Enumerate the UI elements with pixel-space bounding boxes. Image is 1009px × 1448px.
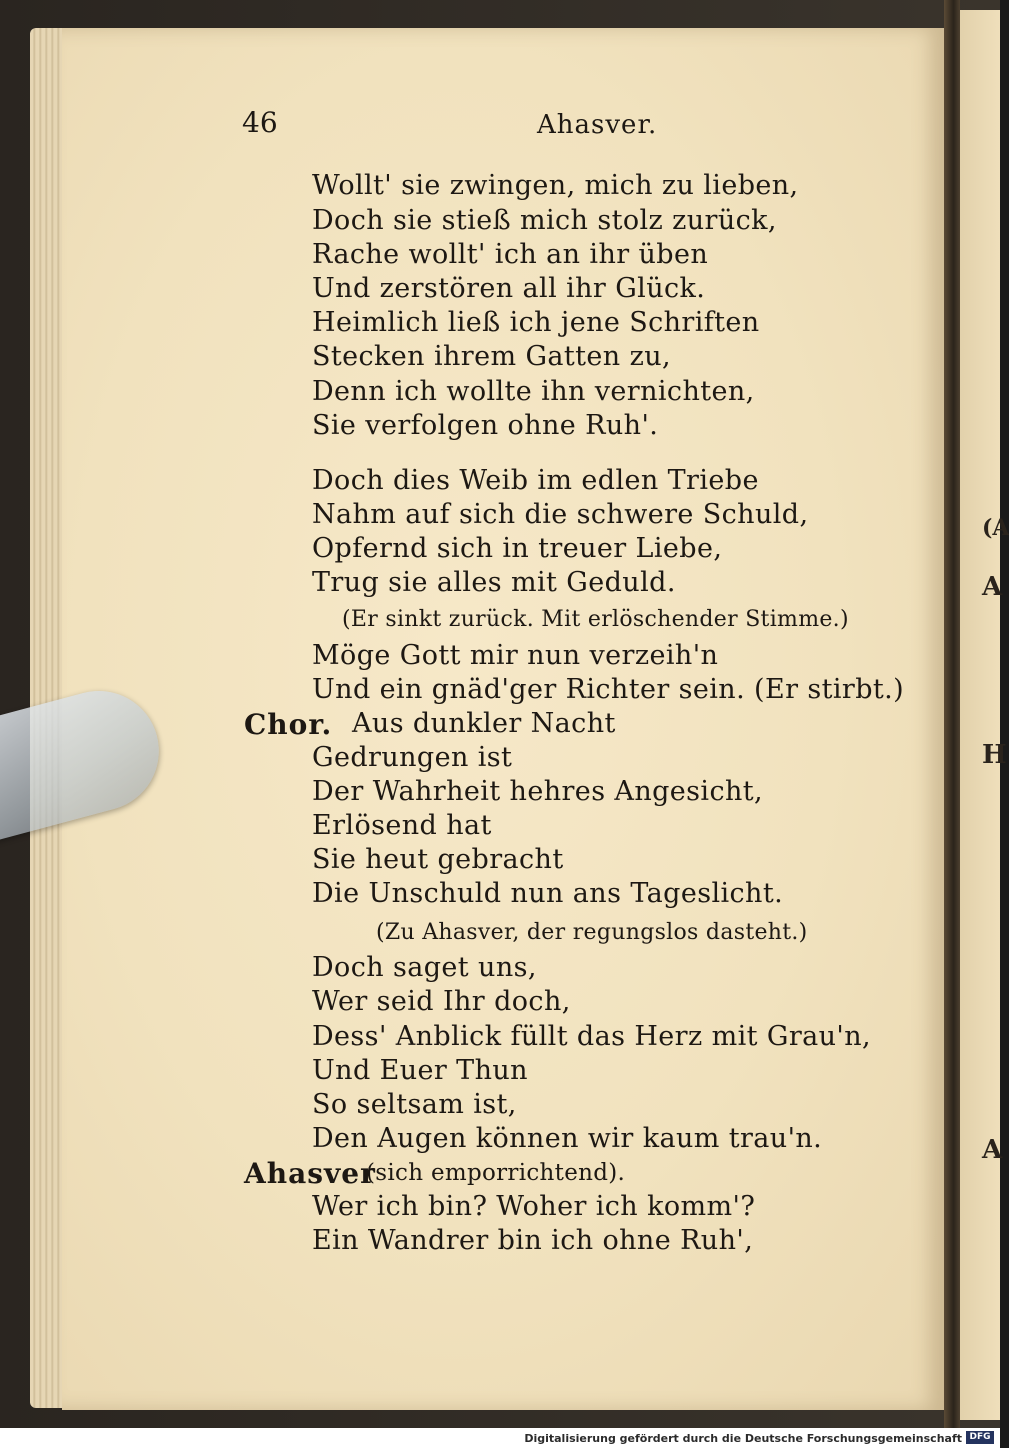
verse-line: Trug sie alles mit Geduld.: [312, 567, 676, 598]
verse-line: Wollt' sie zwingen, mich zu lieben,: [312, 170, 799, 201]
verse-line: Ein Wandrer bin ich ohne Ruh',: [312, 1225, 754, 1256]
verse-line: Stecken ihrem Gatten zu,: [312, 341, 671, 372]
verse-line: Und ein gnäd'ger Richter sein. (Er stirbt.): [312, 674, 905, 705]
verse-line: Dess' Anblick füllt das Herz mit Grau'n,: [312, 1021, 872, 1052]
verse-line: Und zerstören all ihr Glück.: [312, 273, 706, 304]
verse-line: Gedrungen ist: [312, 742, 513, 773]
facing-page-edge: [960, 10, 1003, 1420]
verse-line: So seltsam ist,: [312, 1089, 517, 1120]
facing-page-glyph: A: [982, 1135, 1003, 1165]
book-gutter: [944, 0, 960, 1428]
page-number: 46: [242, 106, 278, 139]
verse-line: Die Unschuld nun ans Tageslicht.: [312, 878, 784, 909]
verse-line: Sie verfolgen ohne Ruh'.: [312, 410, 659, 441]
stage-direction: (Zu Ahasver, der regungslos dasteht.): [376, 920, 808, 945]
verse-line: Wer seid Ihr doch,: [312, 986, 571, 1017]
funding-credit: Digitalisierung gefördert durch die Deutsche Forschungsgemeinschaft: [524, 1432, 962, 1445]
stage-direction: (sich emporrichtend).: [366, 1160, 626, 1186]
verse-line: Möge Gott mir nun verzeih'n: [312, 640, 719, 671]
verse-line: Den Augen können wir kaum trau'n.: [312, 1123, 823, 1154]
dfg-logo: DFG: [966, 1431, 994, 1444]
verse-line: Doch sie stieß mich stolz zurück,: [312, 205, 777, 236]
verse-line: Rache wollt' ich an ihr üben: [312, 239, 709, 270]
running-title: Ahasver.: [537, 110, 658, 140]
verse-line: Sie heut gebracht: [312, 844, 564, 875]
facing-page-glyph: H: [982, 740, 1007, 770]
verse-line: Wer ich bin? Woher ich komm'?: [312, 1191, 756, 1222]
facing-page-glyph: A: [982, 572, 1003, 602]
verse-line: Denn ich wollte ihn vernichten,: [312, 376, 755, 407]
verse-line: Der Wahrheit hehres Angesicht,: [312, 776, 764, 807]
stage-direction: (Er sinkt zurück. Mit erlöschender Stimme.): [342, 607, 849, 632]
verse-line: Opfernd sich in treuer Liebe,: [312, 533, 723, 564]
verse-line: Doch saget uns,: [312, 952, 537, 983]
verse-line: Und Euer Thun: [312, 1055, 528, 1086]
verse-line: Nahm auf sich die schwere Schuld,: [312, 499, 809, 530]
speaker-name: Ahasver: [244, 1157, 376, 1190]
verse-line: Erlösend hat: [312, 810, 492, 841]
verse-line: Doch dies Weib im edlen Triebe: [312, 465, 759, 496]
facing-page-glyph: (A: [982, 515, 1009, 541]
speaker-name: Chor.: [244, 708, 333, 741]
verse-line: Heimlich ließ ich jene Schriften: [312, 307, 760, 338]
verse-line: Aus dunkler Nacht: [352, 708, 616, 739]
